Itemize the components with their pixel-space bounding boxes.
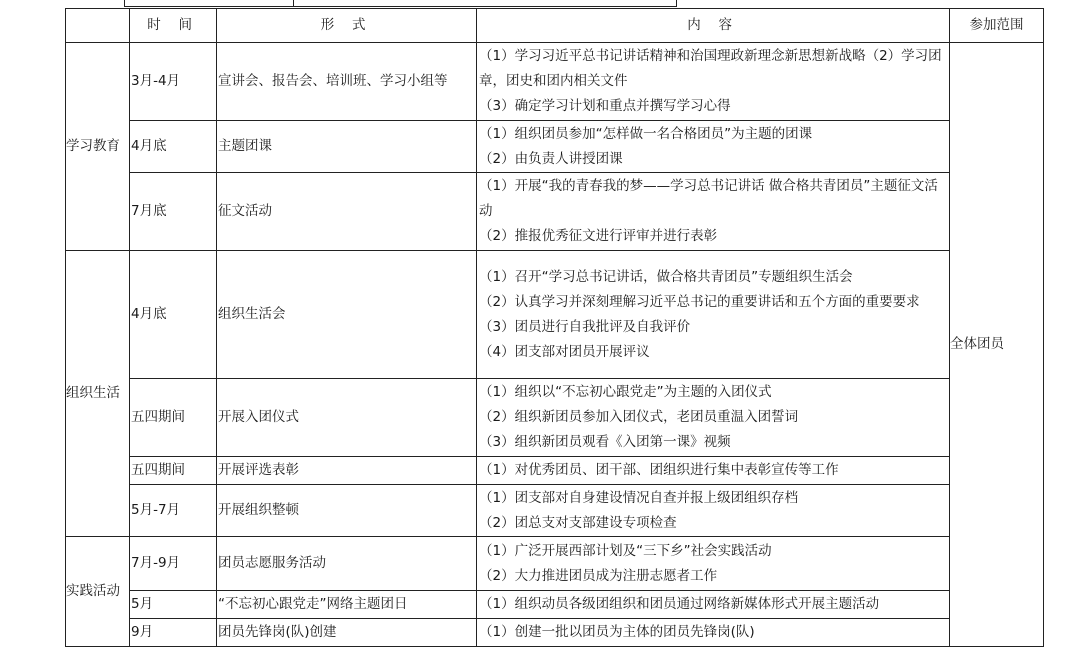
table-row (66, 379, 1044, 457)
form-cell: 主题团课 (217, 121, 477, 173)
content-line: （1）创建一批以团员为主体的团员先锋岗(队) (479, 624, 755, 640)
top-frame-divider (293, 0, 294, 6)
content-cell (477, 173, 950, 251)
table-row (66, 457, 1044, 485)
table-row (66, 591, 1044, 619)
content-line: （1）学习习近平总书记讲话精神和治国理政新理念新思想新战略（2）学习团章，团史和团内相关文件 (479, 48, 942, 89)
content-line: （1）组织动员各级团组织和团员通过网络新媒体形式开展主题活动 (479, 596, 880, 612)
content-line: （3）团员进行自我批评及自我评价 (479, 318, 691, 335)
time-cell: 7月-9月 (130, 537, 217, 591)
content-line: （2）认真学习并深刻理解习近平总书记的重要讲话和五个方面的重要要求 (479, 293, 920, 310)
content-cell (477, 457, 950, 485)
content-cell (477, 619, 950, 647)
content-line: （1）团支部对自身建设情况自查并报上级团组织存档 (479, 489, 799, 506)
content-line: （2）由负责人讲授团课 (479, 150, 623, 167)
content-cell (477, 43, 950, 121)
activity-schedule-table (65, 8, 1044, 647)
header-row (66, 9, 1044, 43)
content-line: （3）组织新团员观看《入团第一课》视频 (479, 434, 731, 450)
time-cell: 五四期间 (130, 379, 217, 457)
category-cell: 组织生活 (66, 251, 130, 537)
content-line: （1）广泛开展西部计划及“三下乡”社会实践活动 (479, 542, 772, 559)
content-line: （2）推报优秀征文进行评审并进行表彰 (479, 228, 718, 244)
table-row (66, 619, 1044, 647)
header-category (66, 9, 130, 43)
content-line: （4）团支部对团员开展评议 (479, 343, 650, 360)
content-line: （1）组织以“不忘初心跟党走”为主题的入团仪式 (479, 384, 772, 400)
table-row (66, 43, 1044, 121)
content-cell (477, 537, 950, 591)
content-line: （1）对优秀团员、团干部、团组织进行集中表彰宣传等工作 (479, 462, 839, 478)
content-line: （1）召开“学习总书记讲话，做合格共青团员”专题组织生活会 (479, 268, 853, 285)
form-cell: 组织生活会 (217, 251, 477, 379)
content-line: （2）组织新团员参加入团仪式，老团员重温入团誓词 (479, 409, 799, 425)
content-line: （3）确定学习计划和重点并撰写学习心得 (479, 98, 731, 114)
form-cell: “不忘初心跟党走”网络主题团日 (217, 591, 477, 619)
time-cell: 5月-7月 (130, 485, 217, 537)
time-cell: 9月 (130, 619, 217, 647)
header-time: 时 间 (130, 9, 217, 43)
form-cell: 团员志愿服务活动 (217, 537, 477, 591)
form-cell: 征文活动 (217, 173, 477, 251)
form-cell: 开展组织整顿 (217, 485, 477, 537)
table-row (66, 251, 1044, 379)
header-scope: 参加范围 (950, 9, 1044, 43)
header-form: 形 式 (217, 9, 477, 43)
content-cell (477, 251, 950, 379)
category-cell: 实践活动 (66, 537, 130, 647)
table-row (66, 121, 1044, 173)
top-frame (124, 0, 677, 7)
content-cell (477, 121, 950, 173)
content-line: （1）开展“我的青春我的梦——学习总书记讲话 做合格共青团员”主题征文活动 (479, 178, 938, 219)
content-line: （2）大力推进团员成为注册志愿者工作 (479, 567, 718, 584)
time-cell: 五四期间 (130, 457, 217, 485)
category-cell: 学习教育 (66, 43, 130, 251)
form-cell: 开展评选表彰 (217, 457, 477, 485)
scope-cell: 全体团员 (950, 43, 1044, 647)
table-row (66, 173, 1044, 251)
content-cell (477, 485, 950, 537)
form-cell: 团员先锋岗(队)创建 (217, 619, 477, 647)
content-line: （2）团总支对支部建设专项检查 (479, 514, 677, 531)
time-cell: 4月底 (130, 251, 217, 379)
table-row (66, 537, 1044, 591)
time-cell: 5月 (130, 591, 217, 619)
time-cell: 3月-4月 (130, 43, 217, 121)
header-content: 内 容 (477, 9, 950, 43)
content-cell (477, 591, 950, 619)
content-line: （1）组织团员参加“怎样做一名合格团员”为主题的团课 (479, 125, 813, 142)
content-cell (477, 379, 950, 457)
time-cell: 7月底 (130, 173, 217, 251)
form-cell: 开展入团仪式 (217, 379, 477, 457)
form-cell: 宣讲会、报告会、培训班、学习小组等 (217, 43, 477, 121)
table-row (66, 485, 1044, 537)
time-cell: 4月底 (130, 121, 217, 173)
